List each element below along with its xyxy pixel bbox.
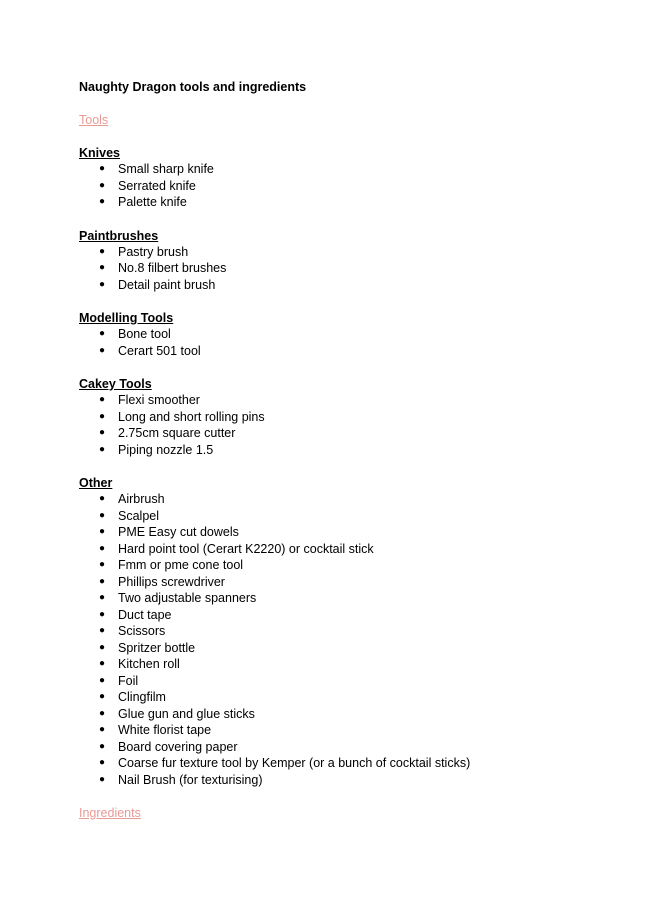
tool-group [79,145,612,211]
tool-group [79,475,612,788]
list-item [79,557,612,574]
bullet-icon: ● [99,724,106,735]
list-item-text: Board covering paper [118,739,238,754]
tool-groups [79,145,612,788]
list-item [79,442,612,459]
bullet-icon: ● [99,575,106,587]
list-item-text: Airbrush [118,492,165,506]
bullet-list [79,161,612,211]
list-item-text: Kitchen roll [118,657,180,671]
bullet-icon: ● [99,394,106,405]
list-item-text: No.8 filbert brushes [118,261,227,275]
bullet-list [79,326,612,359]
tools-link[interactable]: Tools [79,113,109,127]
list-item [79,706,612,723]
list-item [79,194,612,211]
group-heading: Other [79,476,113,490]
bullet-icon: ● [99,542,106,554]
list-item [79,244,612,261]
group-heading: Cakey Tools [79,377,152,391]
list-item-text: Hard point tool (Cerart K2220) or cocktail stick [118,541,374,556]
list-item-text: Long and short rolling pins [118,409,265,424]
list-item-text: Palette knife [118,195,187,209]
group-heading: Modelling Tools [79,311,174,325]
bullet-icon: ● [99,641,106,653]
bullet-icon: ● [99,328,106,339]
list-item [79,508,612,525]
ingredients-link[interactable]: Ingredients [79,806,141,820]
list-item-text: Two adjustable spanners [118,591,257,605]
list-item-text: Glue gun and glue sticks [118,706,255,721]
list-item [79,772,612,789]
list-item [79,161,612,178]
list-item-text: Scalpel [118,508,159,523]
bullet-icon: ● [99,245,106,257]
list-item [79,722,612,739]
bullet-list [79,491,612,788]
document-page [79,79,612,821]
document-title: Naughty Dragon tools and ingredients [79,80,307,94]
group-heading: Paintbrushes [79,228,159,243]
list-item [79,689,612,706]
list-item [79,640,612,657]
bullet-icon: ● [99,443,106,455]
list-item [79,277,612,294]
list-item [79,326,612,343]
list-item-text: Detail paint brush [118,277,216,292]
bullet-icon: ● [99,344,106,356]
bullet-icon: ● [99,179,106,191]
list-item-text: 2.75cm square cutter [118,426,236,440]
list-item [79,590,612,607]
bullet-icon: ● [99,625,106,636]
list-item-text: Cerart 501 tool [118,343,201,358]
bullet-icon: ● [99,410,106,422]
list-item [79,343,612,360]
bullet-icon: ● [99,757,106,768]
bullet-icon: ● [99,427,106,438]
group-heading: Knives [79,146,120,160]
list-item-text: Spritzer bottle [118,640,196,655]
tool-group [79,310,612,359]
list-item-text: Phillips screwdriver [118,574,225,589]
list-item [79,755,612,772]
bullet-icon: ● [99,526,106,537]
bullet-icon: ● [99,592,106,603]
bullet-icon: ● [99,559,106,570]
list-item-text: White florist tape [118,723,212,737]
list-item [79,524,612,541]
list-item [79,656,612,673]
list-item-text: Nail Brush (for texturising) [118,772,263,787]
bullet-icon: ● [99,608,106,620]
list-item [79,623,612,640]
bullet-icon: ● [99,691,106,702]
list-item-text: Bone tool [118,327,171,341]
list-item [79,607,612,624]
tool-group [79,228,612,294]
list-item-text: PME Easy cut dowels [118,525,239,539]
list-item-text: Clingfilm [118,690,166,704]
list-item-text: Duct tape [118,607,172,622]
bullet-icon: ● [99,196,106,207]
bullet-icon: ● [99,674,106,686]
bullet-icon: ● [99,262,106,273]
list-item [79,392,612,409]
bullet-icon: ● [99,707,106,719]
list-item [79,673,612,690]
list-item-text: Coarse fur texture tool by Kemper (or a bunch of cocktail sticks) [118,756,471,770]
bullet-icon: ● [99,773,106,785]
list-item-text: Piping nozzle 1.5 [118,442,214,457]
bullet-icon: ● [99,278,106,290]
list-item-text: Foil [118,673,139,688]
list-item [79,491,612,508]
list-item [79,409,612,426]
list-item [79,178,612,195]
bullet-icon: ● [99,740,106,752]
bullet-icon: ● [99,658,106,669]
list-item-text: Scissors [118,624,166,638]
bullet-icon: ● [99,493,106,504]
bullet-list [79,392,612,458]
tool-group [79,376,612,458]
bullet-list [79,244,612,294]
list-item [79,574,612,591]
list-item-text: Flexi smoother [118,393,200,407]
list-item [79,425,612,442]
list-item [79,739,612,756]
bullet-icon: ● [99,163,106,174]
list-item [79,260,612,277]
list-item-text: Serrated knife [118,178,196,193]
list-item [79,541,612,558]
list-item-text: Pastry brush [118,244,189,259]
list-item-text: Fmm or pme cone tool [118,558,244,572]
list-item-text: Small sharp knife [118,162,214,176]
bullet-icon: ● [99,509,106,521]
